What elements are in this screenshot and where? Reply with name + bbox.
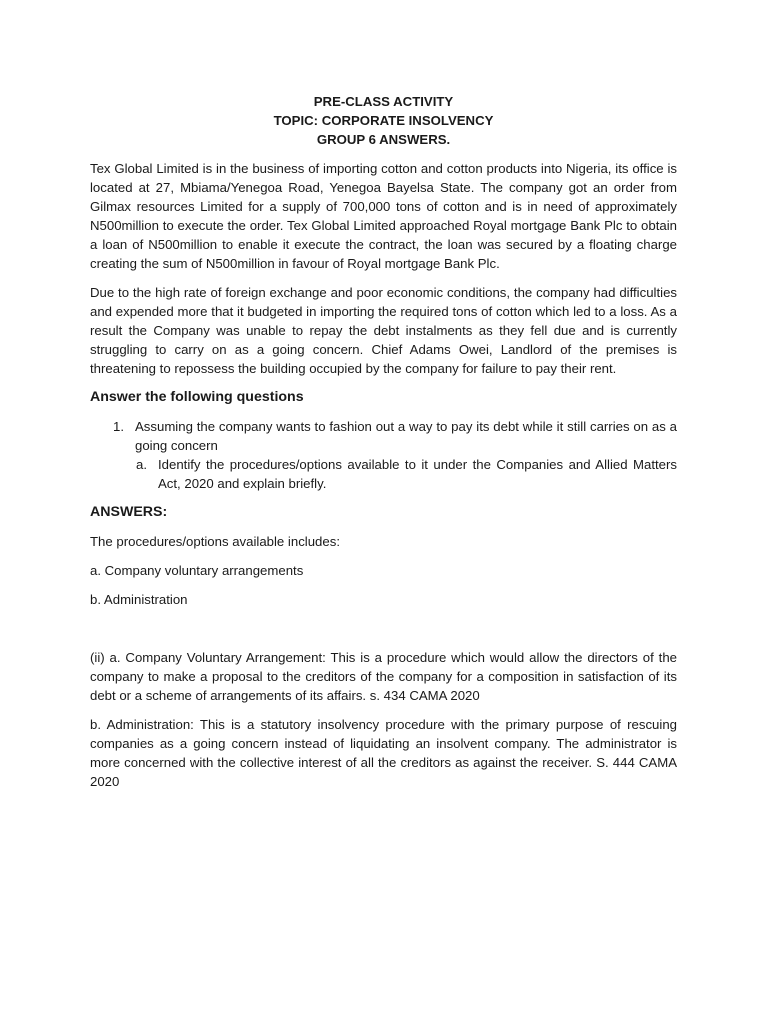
document-heading (90, 92, 677, 149)
question-1-text: Assuming the company wants to fashion out a way to pay its debt while it still carries on as a going concern (135, 419, 677, 453)
document-page (90, 92, 677, 801)
heading-group: GROUP 6 ANSWERS. (316, 132, 451, 147)
answer-option-b: b. Administration (90, 592, 188, 607)
question-1a (90, 455, 677, 493)
question-1 (90, 417, 677, 455)
answer-option-a: a. Company voluntary arrangements (90, 563, 304, 578)
question-1a-text: Identify the procedures/options available to it under the Companies and Allied Matters Act, 2020 and explain briefly. (158, 457, 677, 491)
context-paragraph: Due to the high rate of foreign exchange and poor economic conditions, the company had difficulties and expended more that it budgeted in importing the required tons of cotton which led to a loss. As a result the Company was unable to repay the debt instalments as they fell due and is currently struggling to carry on as a going concern. Chief Adams Owei, Landlord of the premises is threatening to repossess the building occupied by the company for failure to pay their rent. (90, 285, 677, 376)
answers-title: ANSWERS: (90, 504, 168, 520)
intro-paragraph: Tex Global Limited is in the business of importing cotton and cotton products into Nigeria, its office is located at 27, Mbiama/Yenegoa Road, Yenegoa Bayelsa State. The company got an order from Gilmax resources Limited for a supply of 700,000 tons of cotton and is in need of approximately N500million to execute the order. Tex Global Limited approached Royal mortgage Bank Plc to obtain a loan of N500million to enable it execute the contract, the loan was secured by a floating charge creating the sum of N500million in favour of Royal mortgage Bank Plc. (90, 161, 677, 271)
explanation-b: b. Administration: This is a statutory insolvency procedure with the primary purpose of rescuing companies as a going concern instead of liquidating an insolvent company. The administrator is more concerned with the collective interest of all the creditors as against the receiver. S. 444 CAMA 2020 (90, 717, 677, 789)
questions-title: Answer the following questions (90, 389, 304, 405)
blank-space (90, 619, 677, 648)
heading-topic: TOPIC: CORPORATE INSOLVENCY (273, 113, 494, 128)
explanation-a: (ii) a. Company Voluntary Arrangement: This is a procedure which would allow the directors of the company to make a proposal to the creditors of the company for a composition in satisfaction of its debt or a scheme of arrangements of its affairs. s. 434 CAMA 2020 (90, 650, 677, 703)
answers-intro: The procedures/options available includes: (90, 534, 340, 549)
question-1a-letter: a. (136, 457, 147, 472)
question-1-number: 1. (113, 419, 124, 434)
heading-activity: PRE-CLASS ACTIVITY (313, 94, 454, 109)
